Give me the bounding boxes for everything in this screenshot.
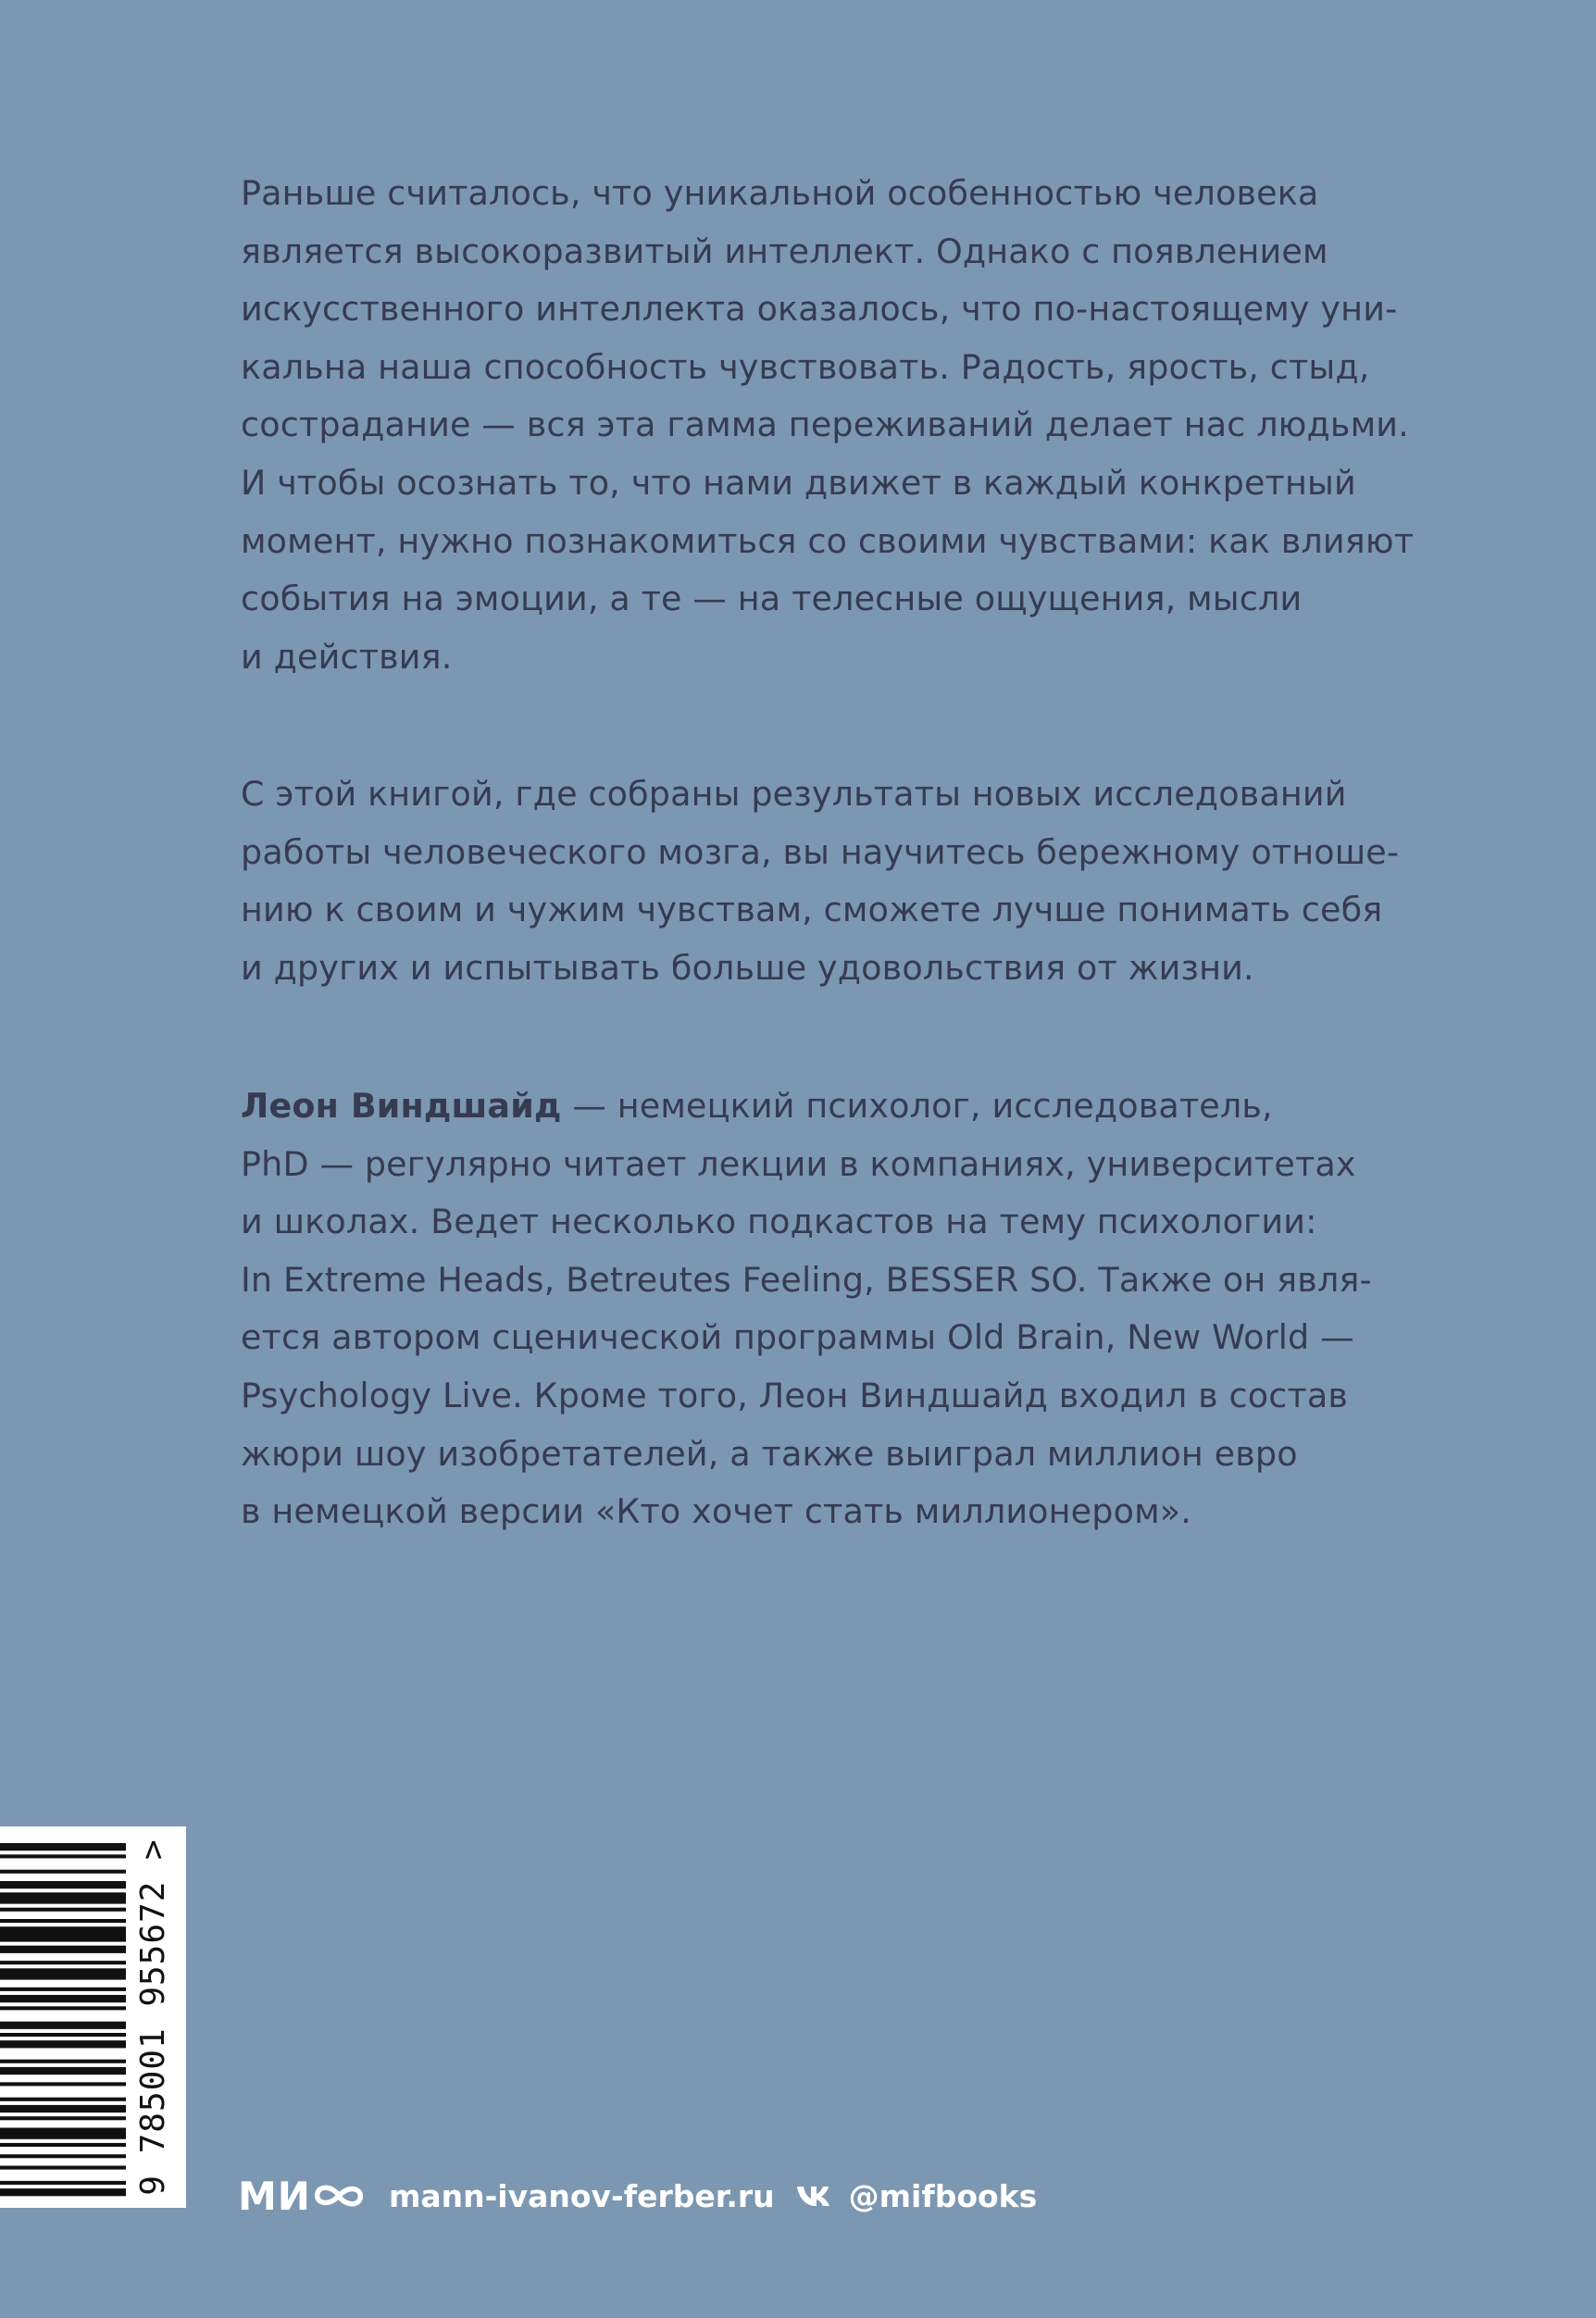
text-line: сострадание — вся эта гамма переживаний делает нас людьми.	[241, 405, 1409, 445]
author-bio-paragraph	[241, 1078, 1416, 1541]
barcode-bar	[0, 2033, 126, 2037]
text-line: С этой книгой, где собраны результаты новых исследований	[241, 774, 1347, 814]
text-line: кальна наша способность чувствовать. Радость, ярость, стыд,	[241, 346, 1370, 387]
barcode-bar	[0, 2128, 126, 2139]
barcode-bar	[0, 1854, 126, 1858]
text-line: и школах. Ведет несколько подкастов на тему психологии:	[241, 1202, 1317, 1242]
text-line: работы человеческого мозга, вы научитесь бережному отноше-	[241, 831, 1400, 872]
text-line: искусственного интеллекта оказалось, что по-настоящему уни-	[241, 289, 1398, 330]
barcode-bar	[0, 2181, 126, 2185]
barcode-bar	[0, 2082, 126, 2086]
barcode-bar	[0, 2067, 126, 2075]
barcode-bar	[0, 2060, 126, 2063]
logo-text: МИ	[238, 2173, 311, 2219]
author-intro: — немецкий психолог, исследователь,	[561, 1086, 1273, 1126]
text-line: момент, нужно познакомиться со своими чувствами: как влияют	[241, 520, 1415, 561]
text-line: нию к своим и чужим чувствам, сможете лучше понимать себя	[241, 890, 1383, 930]
barcode-bar	[0, 1919, 126, 1923]
text-line: события на эмоции, а те — на телесные ощущения, мысли	[241, 579, 1303, 619]
barcode-digits	[130, 1834, 183, 2200]
barcode-bar	[0, 1995, 126, 2002]
barcode-bar	[0, 2022, 126, 2029]
text-line: в немецкой версии «Кто хочет стать миллионером».	[241, 1491, 1192, 1532]
barcode-number: 9 785001 955672 >	[134, 1838, 172, 2196]
text-line: Psychology Live. Кроме того, Леон Виндшайд входил в состав	[241, 1375, 1349, 1415]
barcode-bar	[0, 2105, 126, 2112]
barcode-bar	[0, 1961, 126, 1964]
barcode-bar	[0, 1988, 126, 1991]
barcode-bar	[0, 1946, 126, 1953]
vk-icon[interactable]	[795, 2184, 832, 2208]
text-line: является высокоразвитый интеллект. Однако с появлением	[241, 231, 1328, 271]
publisher-logo	[238, 2174, 365, 2219]
barcode-bar	[0, 2098, 126, 2101]
barcode-bar	[0, 1968, 126, 1979]
barcode-bar	[0, 1843, 126, 1851]
barcode-bar	[0, 1926, 126, 1941]
text-line: In Extreme Heads, Betreutes Feeling, BESSER SO. Также он явля-	[241, 1259, 1372, 1300]
text-line: и действия.	[241, 636, 453, 677]
text-line: ется автором сценической программы Old Brain, New World —	[241, 1317, 1354, 1358]
text-line: И чтобы осознать то, что нами движет в каждый конкретный	[241, 462, 1356, 503]
barcode-bar	[0, 2040, 126, 2048]
barcode-bar	[0, 2154, 126, 2158]
barcode-bar	[0, 2143, 126, 2147]
social-handle[interactable]: @mifbooks	[848, 2177, 1038, 2214]
description-paragraph-1	[241, 165, 1416, 686]
description-paragraph-2	[241, 766, 1416, 997]
isbn-barcode	[0, 1826, 186, 2208]
publisher-footer	[238, 2170, 1037, 2222]
barcode-bar	[0, 1881, 126, 1888]
infinity-icon	[313, 2180, 365, 2212]
barcode-bars	[0, 1826, 130, 2208]
barcode-bar	[0, 1908, 126, 1912]
author-name: Леон Виндшайд	[241, 1086, 562, 1126]
barcode-bar	[0, 2188, 126, 2196]
barcode-bar	[0, 2116, 126, 2120]
barcode-bar	[0, 1870, 126, 1874]
barcode-bar	[0, 2166, 126, 2170]
publisher-website-link[interactable]: mann-ivanov-ferber.ru	[388, 2177, 775, 2214]
text-line: и других и испытывать больше удовольствия от жизни.	[241, 947, 1254, 988]
barcode-bar	[0, 2006, 126, 2010]
text-line: жюри шоу изобретателей, а также выиграл миллион евро	[241, 1433, 1298, 1474]
text-line: PhD — регулярно читает лекции в компаниях, университетах	[241, 1143, 1356, 1184]
text-line: Раньше считалось, что уникальной особенностью человека	[241, 173, 1319, 213]
text-line	[241, 1078, 1416, 1136]
barcode-bar	[0, 1892, 126, 1903]
